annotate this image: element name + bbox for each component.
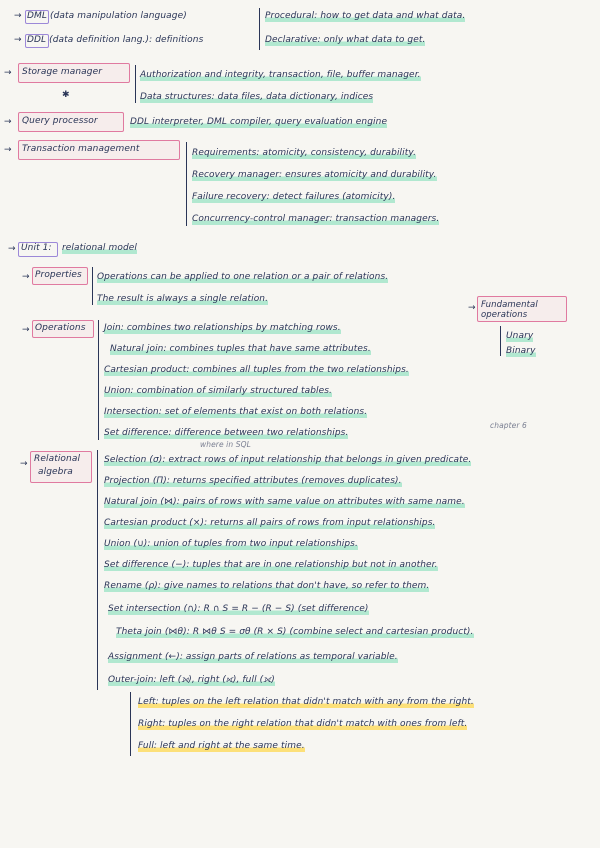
storage-line1: Authorization and integrity, transaction, file, buffer manager.	[140, 70, 421, 80]
dml-text: DML (data manipulation language)	[27, 11, 187, 21]
algebra-label-2: algebra	[38, 467, 73, 477]
arrow-icon: →	[8, 244, 16, 254]
chapter-note: chapter 6	[490, 421, 527, 430]
arrow-icon: →	[22, 325, 30, 335]
divider	[97, 450, 98, 690]
divider	[259, 8, 260, 50]
algebra-line: Natural join (⋈): pairs of rows with same value on attributes with same name.	[104, 497, 465, 507]
transaction-line1: Requirements: atomicity, consistency, durability.	[192, 148, 417, 158]
divider	[92, 267, 93, 305]
operations-line: Intersection: set of elements that exist on both relations.	[104, 407, 368, 417]
properties-label: Properties	[35, 270, 82, 280]
algebra-line: Assignment (←): assign parts of relations as temporal variable.	[108, 652, 398, 662]
fundamental-item: Binary	[506, 346, 536, 356]
divider	[130, 692, 131, 756]
outer-join-line: Full: left and right at the same time.	[138, 741, 305, 751]
arrow-icon: →	[14, 35, 22, 45]
algebra-line: Theta join (⋈θ): R ⋈θ S = σθ (R × S) (combine select and cartesian product).	[116, 627, 474, 637]
properties-line1: Operations can be applied to one relation or a pair of relations.	[97, 272, 389, 282]
arrow-icon: →	[20, 459, 28, 469]
algebra-line: Projection (Π): returns specified attributes (removes duplicates).	[104, 476, 402, 486]
fundamental-item: Unary	[506, 331, 534, 341]
storage-label: Storage manager	[22, 67, 103, 77]
divider	[98, 320, 99, 440]
algebra-line: Cartesian product (×): returns all pairs of rows from input relationships.	[104, 518, 436, 528]
transaction-label: Transaction management	[22, 144, 140, 154]
operations-line: Natural join: combines tuples that have same attributes.	[110, 344, 371, 354]
query-line1: DDL interpreter, DML compiler, query evaluation engine	[130, 117, 388, 127]
algebra-line: Outer-join: left (⟕), right (⟖), full (⟗)	[108, 675, 275, 685]
divider	[500, 326, 501, 356]
storage-line2: Data structures: data files, data dictionary, indices	[140, 92, 374, 102]
star-icon: ✱	[62, 90, 70, 100]
operations-label: Operations	[35, 323, 86, 333]
fundamental-label: Fundamental operations	[481, 300, 538, 320]
procedural-text: Procedural: how to get data and what data.	[265, 11, 466, 21]
properties-line2: The result is always a single relation.	[97, 294, 269, 304]
unit-label: Unit 1:	[21, 243, 52, 253]
arrow-icon: →	[4, 117, 12, 127]
declarative-text: Declarative: only what data to get.	[265, 35, 426, 45]
algebra-line: Union (∪): union of tuples from two input relationships.	[104, 539, 358, 549]
sql-note: where in SQL	[200, 440, 251, 449]
query-label: Query processor	[22, 116, 98, 126]
transaction-line4: Concurrency-control manager: transaction managers.	[192, 214, 440, 224]
arrow-icon: →	[4, 68, 12, 78]
unit-title: relational model	[62, 243, 137, 253]
arrow-icon: →	[14, 11, 22, 21]
arrow-icon: →	[4, 145, 12, 155]
operations-line: Union: combination of similarly structured tables.	[104, 386, 333, 396]
divider	[135, 65, 136, 103]
divider	[186, 142, 187, 226]
transaction-line2: Recovery manager: ensures atomicity and durability.	[192, 170, 437, 180]
algebra-label-1: Relational	[34, 454, 81, 464]
algebra-line: Selection (σ): extract rows of input relationship that belongs in given predicate.	[104, 455, 472, 465]
ddl-text: DDL (data definition lang.): definitions	[27, 35, 204, 45]
operations-line: Cartesian product: combines all tuples from the two relationships.	[104, 365, 409, 375]
transaction-line3: Failure recovery: detect failures (atomicity).	[192, 192, 396, 202]
arrow-icon: →	[468, 303, 476, 313]
algebra-line: Rename (ρ): give names to relations that don't have, so refer to them.	[104, 581, 430, 591]
outer-join-line: Right: tuples on the right relation that didn't match with ones from left.	[138, 719, 468, 729]
arrow-icon: →	[22, 272, 30, 282]
algebra-line: Set difference (−): tuples that are in one relationship but not in another.	[104, 560, 438, 570]
outer-join-line: Left: tuples on the left relation that didn't match with any from the right.	[138, 697, 474, 707]
operations-line: Set difference: difference between two relationships.	[104, 428, 349, 438]
algebra-line: Set intersection (∩): R ∩ S = R − (R − S) (set difference)	[108, 604, 369, 614]
operations-line: Join: combines two relationships by matching rows.	[104, 323, 341, 333]
